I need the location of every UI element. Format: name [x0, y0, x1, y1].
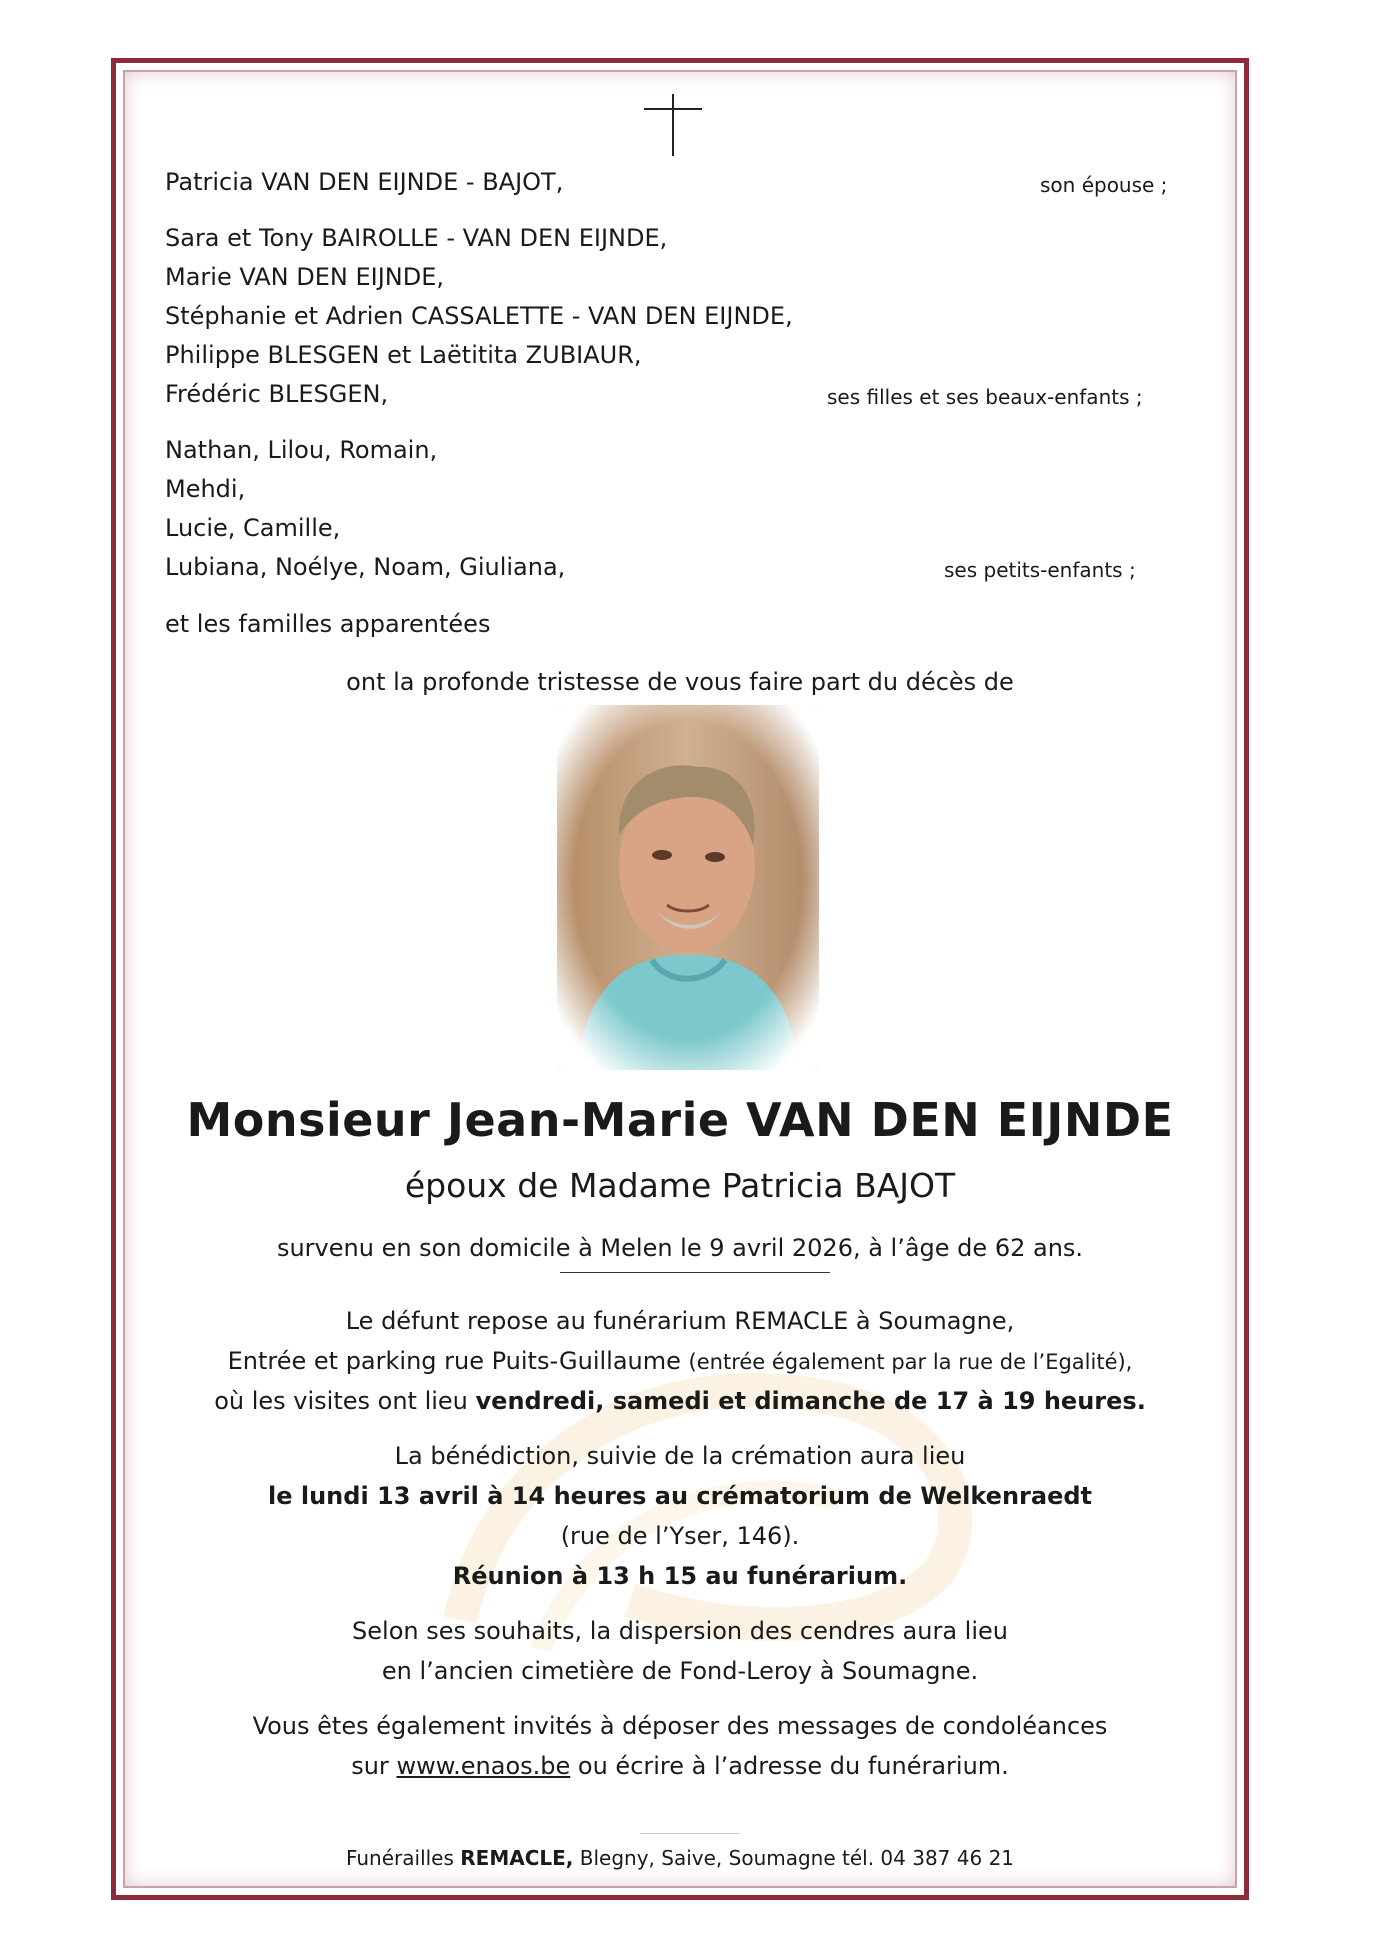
visitation-line-1: Le défunt repose au funérarium REMACLE à Soumagne, — [345, 1307, 1015, 1335]
condolences-line-2 — [123, 1751, 1237, 1781]
condolences-link[interactable]: www.enaos.be — [396, 1752, 571, 1780]
spouse-relation: son épouse ; — [1040, 173, 1168, 197]
visitation-address: Entrée et parking rue Puits-Guillaume — [227, 1347, 681, 1375]
portrait-photo — [557, 705, 819, 1070]
ashes-line-1: Selon ses souhaits, la dispersion des cendres aura lieu — [352, 1617, 1008, 1645]
condolences-prefix: sur — [351, 1752, 389, 1780]
visitation-hours: vendredi, samedi et dimanche de 17 à 19 heures. — [475, 1387, 1146, 1415]
child-line: Sara et Tony BAIROLLE - VAN DEN EIJNDE, — [165, 224, 668, 252]
separator — [560, 1272, 830, 1273]
ashes-line-2: en l’ancien cimetière de Fond-Leroy à Soumagne. — [381, 1657, 979, 1685]
child-line: Marie VAN DEN EIJNDE, — [165, 263, 444, 291]
children-relation: ses filles et ses beaux-enfants ; — [827, 385, 1143, 409]
condolences-line-1: Vous êtes également invités à déposer des messages de condoléances — [252, 1712, 1108, 1740]
footer-brand: REMACLE, — [460, 1846, 574, 1870]
grandchildren-relation: ses petits-enfants ; — [944, 558, 1136, 582]
deceased-spouse: époux de Madame Patricia BAJOT — [404, 1166, 956, 1205]
ceremony-line-1: La bénédiction, suivie de la crémation aura lieu — [394, 1442, 966, 1470]
grandchild-line: Nathan, Lilou, Romain, — [165, 436, 438, 464]
deceased-name: Monsieur Jean-Marie VAN DEN EIJNDE — [186, 1093, 1174, 1147]
cross-icon — [644, 94, 702, 156]
death-details: survenu en son domicile à Melen le 9 avril 2026, à l’âge de 62 ans. — [276, 1234, 1084, 1262]
visitation-line-2 — [123, 1346, 1237, 1377]
grandchild-line: Lucie, Camille, — [165, 514, 341, 542]
announcement: ont la profonde tristesse de vous faire part du décès de — [346, 668, 1014, 696]
child-line: Frédéric BLESGEN, — [165, 380, 389, 408]
ceremony-line-4: Réunion à 13 h 15 au funérarium. — [452, 1562, 908, 1590]
footer — [123, 1846, 1237, 1870]
ceremony-line-2: le lundi 13 avril à 14 heures au crématorium de Welkenraedt — [268, 1482, 1092, 1510]
footer-separator — [640, 1833, 740, 1834]
other-families: et les familles apparentées — [165, 610, 491, 638]
footer-prefix: Funérailles — [345, 1846, 454, 1870]
visitation-line-3 — [123, 1386, 1237, 1416]
child-line: Stéphanie et Adrien CASSALETTE - VAN DEN EIJNDE, — [165, 302, 793, 330]
condolences-suffix: ou écrire à l’adresse du funérarium. — [577, 1752, 1009, 1780]
footer-contact: Blegny, Saive, Soumagne tél. 04 387 46 21 — [579, 1846, 1015, 1870]
child-line: Philippe BLESGEN et Laëtitita ZUBIAUR, — [165, 341, 642, 369]
grandchild-line: Mehdi, — [165, 475, 246, 503]
grandchild-line: Lubiana, Noélye, Noam, Giuliana, — [165, 553, 566, 581]
ceremony-line-3: (rue de l’Yser, 146). — [560, 1522, 800, 1550]
visitation-note: (entrée également par la rue de l’Egalité), — [688, 1350, 1133, 1374]
spouse-name: Patricia VAN DEN EIJNDE - BAJOT, — [165, 168, 564, 196]
visitation-intro: où les visites ont lieu — [214, 1387, 468, 1415]
